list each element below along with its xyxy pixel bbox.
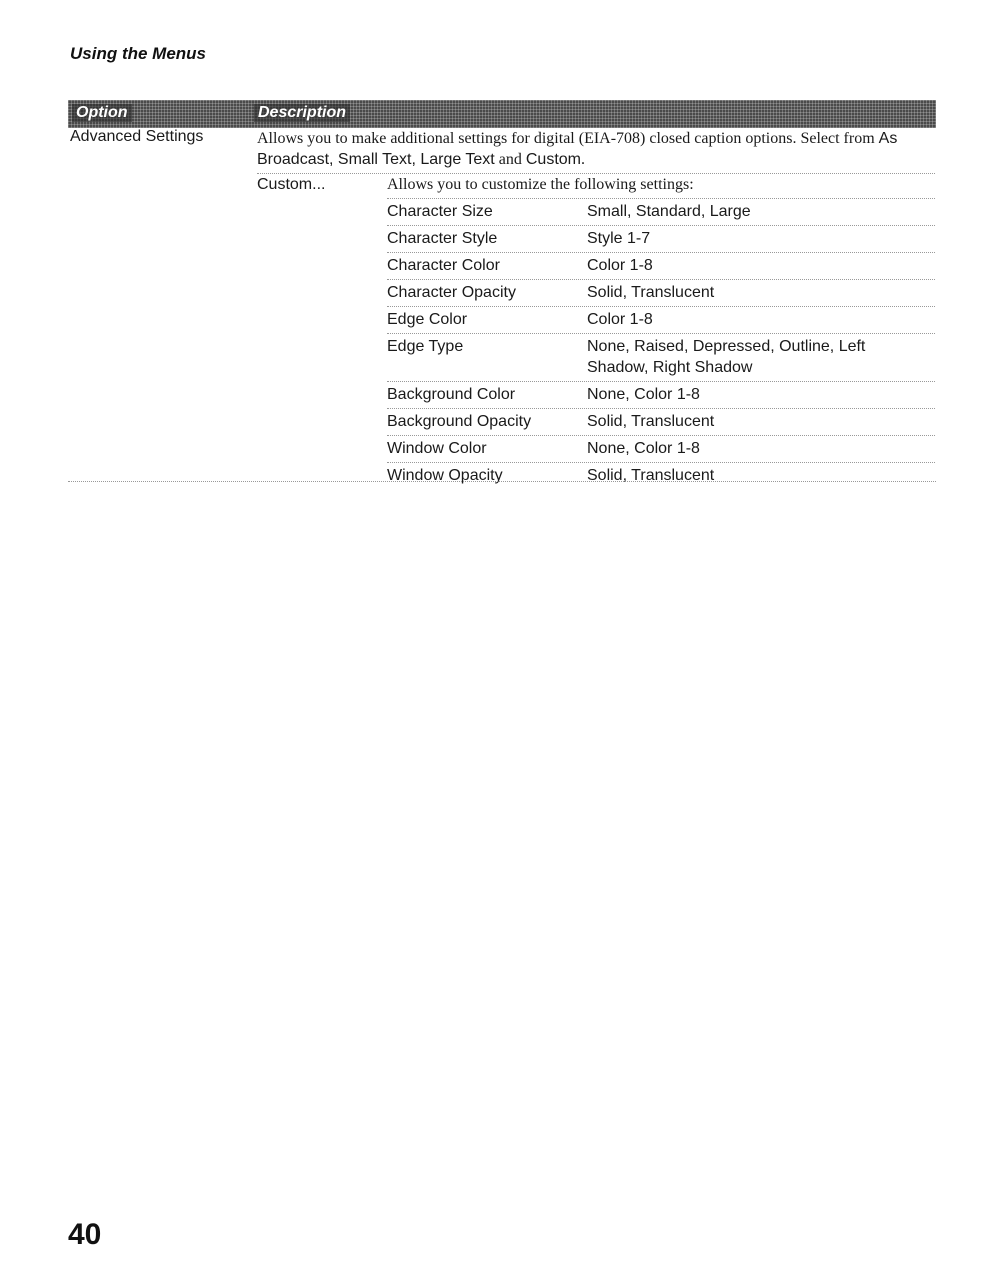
description-choices: As Broadcast, Small Text, Large Text <box>257 130 898 168</box>
table-row <box>387 279 935 306</box>
table-row <box>387 306 935 333</box>
setting-name: Window Color <box>387 440 487 457</box>
table-row <box>387 408 935 435</box>
setting-name: Edge Type <box>387 338 464 355</box>
table-row <box>387 381 935 408</box>
setting-values: None, Color 1-8 <box>587 440 700 457</box>
description-column-header: Description <box>254 104 350 122</box>
setting-name: Character Opacity <box>387 284 516 301</box>
setting-values: Solid, Translucent <box>587 413 715 430</box>
section-title: Using the Menus <box>70 44 207 63</box>
custom-label: Custom... <box>257 176 326 193</box>
setting-values: Style 1-7 <box>587 230 651 247</box>
description-period: . <box>580 151 585 168</box>
description-text: Allows you to make additional settings for digital (EIA-708) closed caption options. Select from <box>257 130 879 147</box>
setting-name: Character Style <box>387 230 498 247</box>
divider <box>257 173 935 174</box>
setting-values: None, Color 1-8 <box>587 386 700 403</box>
setting-name: Background Opacity <box>387 413 532 430</box>
setting-values: Color 1-8 <box>587 257 653 274</box>
setting-values: Small, Standard, Large <box>587 203 751 220</box>
description-custom-choice: Custom <box>525 151 581 168</box>
page-number: 40 <box>68 1218 102 1251</box>
setting-values: Solid, Translucent <box>587 467 715 484</box>
option-name: Advanced Settings <box>70 128 204 145</box>
table-header <box>68 100 936 128</box>
description-and: and <box>494 151 526 168</box>
setting-name: Background Color <box>387 386 516 403</box>
setting-values: Color 1-8 <box>587 311 653 328</box>
table-row <box>387 333 935 381</box>
table-row <box>387 198 935 225</box>
table-row <box>387 462 935 489</box>
custom-settings-table <box>387 198 935 489</box>
option-description <box>257 128 927 170</box>
setting-name: Edge Color <box>387 311 468 328</box>
table-row <box>387 225 935 252</box>
setting-name: Character Size <box>387 203 493 220</box>
option-column-header: Option <box>72 104 132 122</box>
setting-name: Window Opacity <box>387 467 503 484</box>
setting-name: Character Color <box>387 257 500 274</box>
setting-values: Solid, Translucent <box>587 284 715 301</box>
setting-values: None, Raised, Depressed, Outline, Left Shadow, Right Shadow <box>587 338 866 376</box>
custom-description: Allows you to customize the following settings: <box>387 176 694 193</box>
divider <box>68 481 936 482</box>
table-row <box>387 435 935 462</box>
table-row <box>387 252 935 279</box>
